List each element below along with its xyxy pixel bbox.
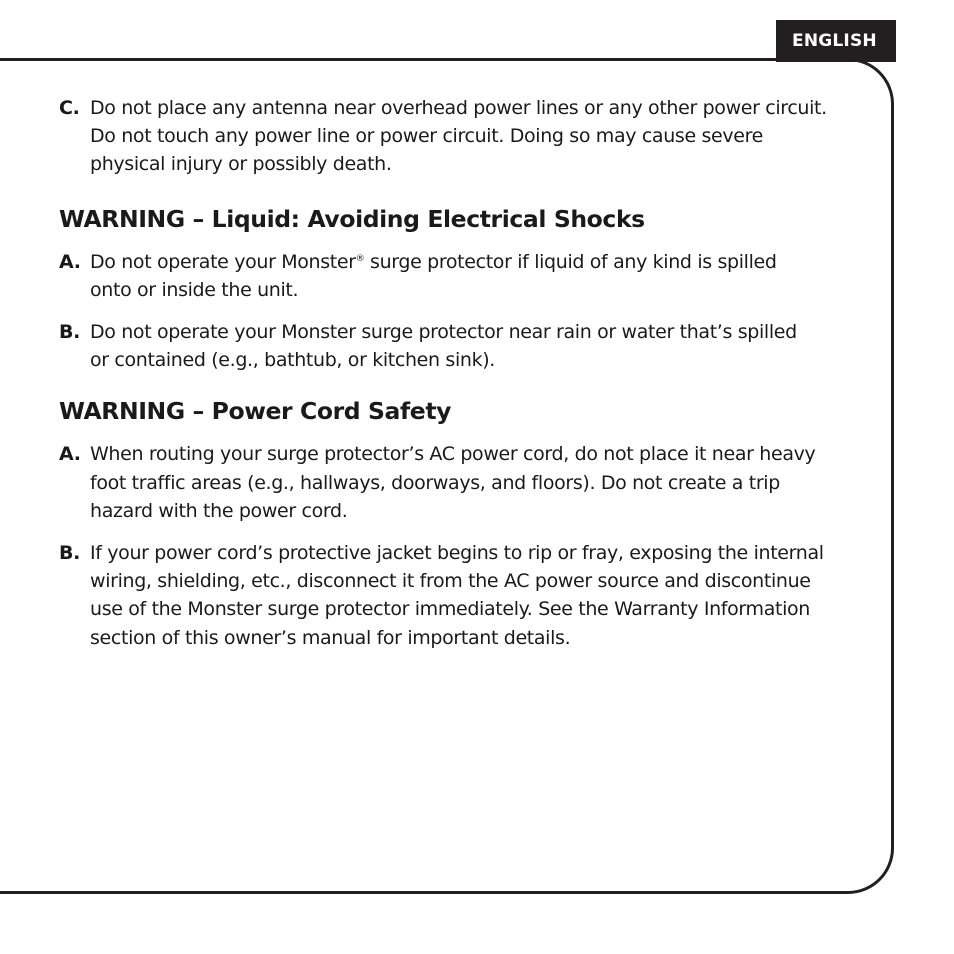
item-line: or contained (e.g., bathtub, or kitchen sink).: [90, 349, 495, 372]
item-line: use of the Monster surge protector immediately. See the Warranty Information: [90, 598, 810, 621]
item-line: physical injury or possibly death.: [90, 153, 392, 176]
item-marker: B.: [59, 321, 80, 344]
item-line: foot traffic areas (e.g., hallways, doorways, and floors). Do not create a trip: [90, 471, 780, 494]
item-text: Do not operate your Monster: [90, 250, 356, 273]
list-item-c: [59, 94, 859, 179]
registered-mark: ®: [355, 253, 365, 264]
item-marker: B.: [59, 542, 80, 565]
item-line: hazard with the power cord.: [90, 499, 348, 522]
item-line: onto or inside the unit.: [90, 278, 299, 301]
list-item-cord-b: [59, 539, 859, 652]
item-line: When routing your surge protector’s AC power cord, do not place it near heavy: [90, 443, 816, 466]
item-marker: A.: [59, 250, 81, 273]
item-text: surge protector if liquid of any kind is spilled: [364, 250, 777, 273]
list-item-liquid-a: [59, 248, 859, 304]
language-tab: ENGLISH: [776, 20, 896, 62]
item-line: [90, 248, 859, 276]
page-content: [59, 94, 859, 652]
list-item-cord-a: [59, 440, 859, 525]
item-marker: C.: [59, 97, 80, 119]
list-item-liquid-b: [59, 318, 859, 374]
item-line: Do not operate your Monster surge protector near rain or water that’s spilled: [90, 321, 797, 344]
item-line: section of this owner’s manual for important details.: [90, 626, 571, 649]
item-line: Do not touch any power line or power circuit. Doing so may cause severe: [90, 125, 764, 148]
section-heading-liquid: WARNING – Liquid: Avoiding Electrical Shocks: [59, 204, 645, 233]
item-line: wiring, shielding, etc., disconnect it from the AC power source and discontinue: [90, 570, 811, 593]
item-line: If your power cord’s protective jacket begins to rip or fray, exposing the internal: [90, 542, 824, 565]
item-line: Do not place any antenna near overhead power lines or any other power circuit.: [90, 97, 827, 119]
item-marker: A.: [59, 443, 81, 466]
section-heading-power-cord: WARNING – Power Cord Safety: [59, 397, 452, 426]
